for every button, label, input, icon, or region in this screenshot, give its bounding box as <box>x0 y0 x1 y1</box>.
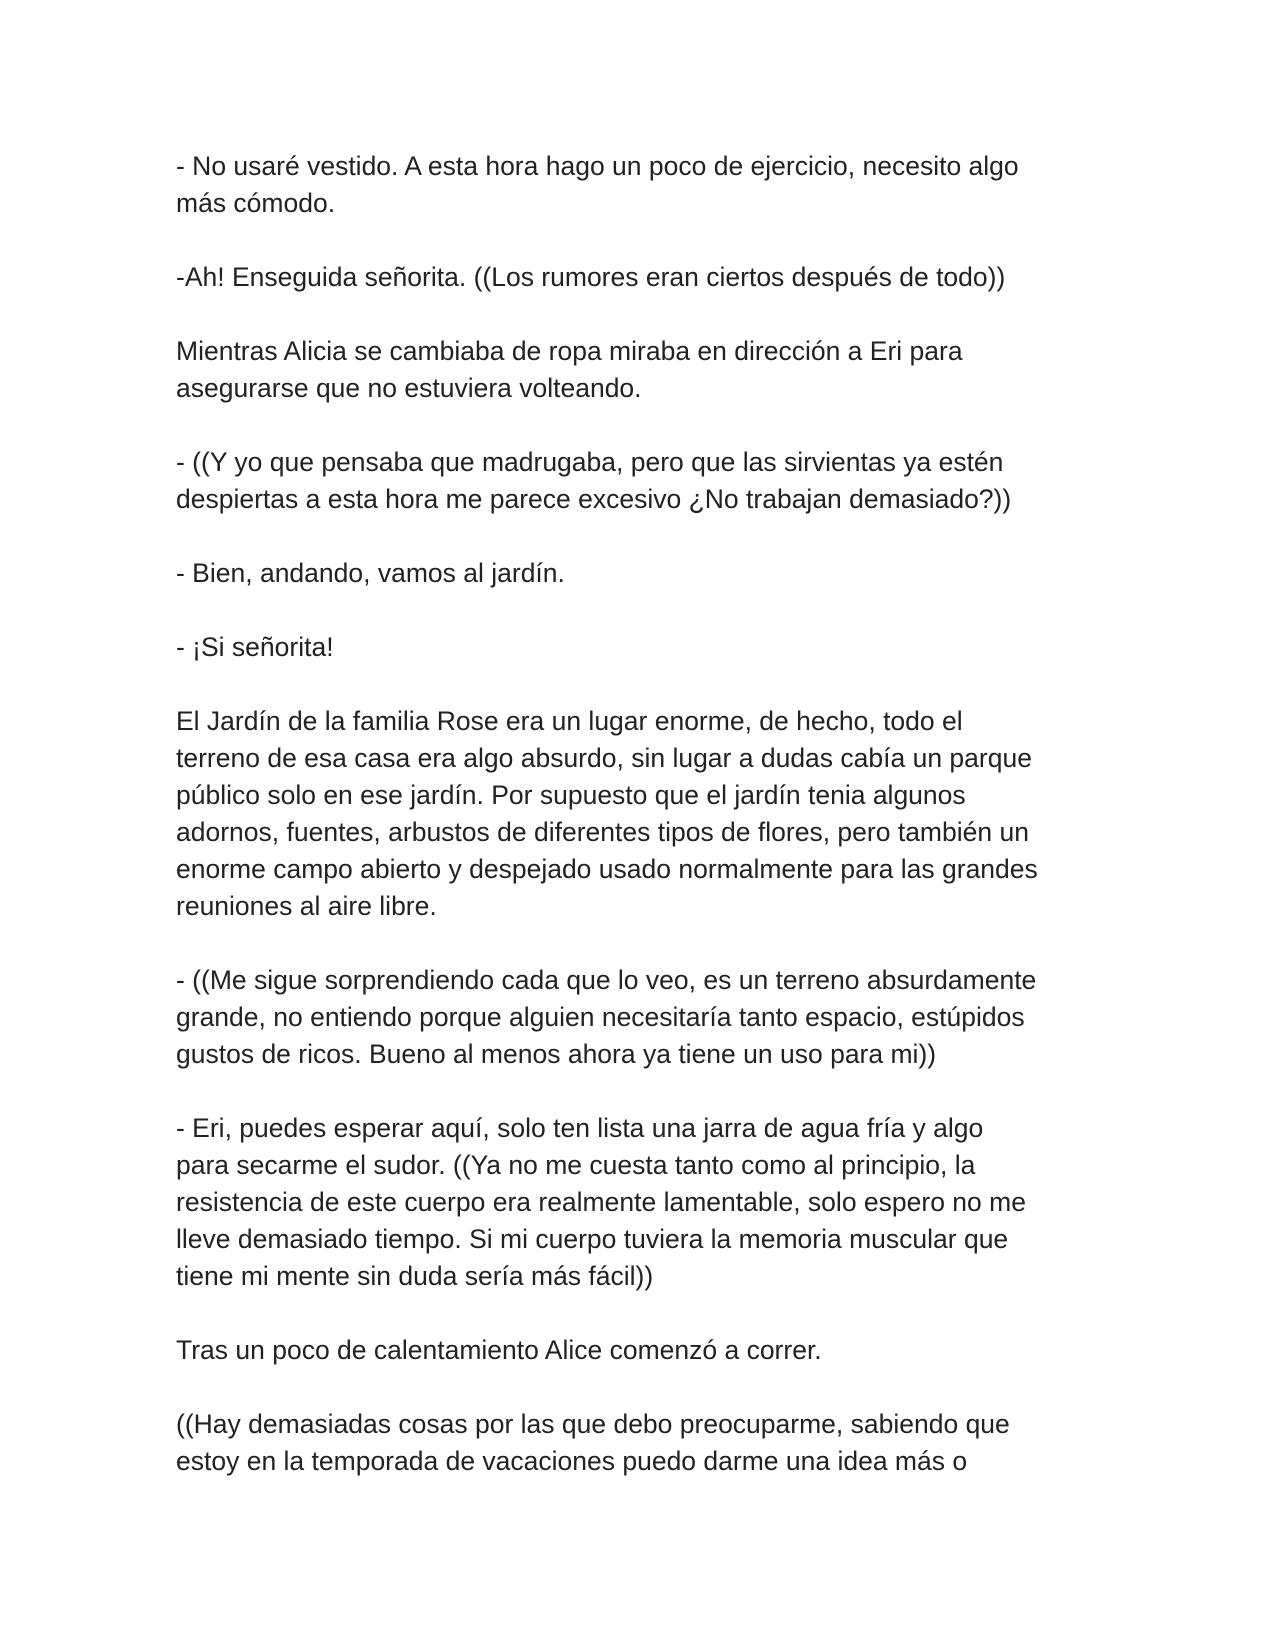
document-body <box>176 148 1106 1517</box>
paragraph <box>176 1110 1106 1295</box>
text-line: El Jardín de la familia Rose era un lugar enorme, de hecho, todo el <box>176 706 963 736</box>
paragraph <box>176 1406 1106 1480</box>
paragraph <box>176 703 1106 925</box>
text-line: tiene mi mente sin duda sería más fácil)) <box>176 1261 654 1291</box>
paragraph <box>176 962 1106 1073</box>
paragraph <box>176 333 1106 407</box>
paragraph <box>176 629 1106 666</box>
text-line: despiertas a esta hora me parece excesivo ¿No trabajan demasiado?)) <box>176 484 1012 514</box>
text-line: resistencia de este cuerpo era realmente lamentable, solo espero no me <box>176 1187 1026 1217</box>
text-line: más cómodo. <box>176 188 336 218</box>
text-line: ((Hay demasiadas cosas por las que debo preocuparme, sabiendo que <box>176 1409 1010 1439</box>
text-line: - ((Y yo que pensaba que madrugaba, pero que las sirvientas ya estén <box>176 447 1004 477</box>
text-line: - ((Me sigue sorprendiendo cada que lo veo, es un terreno absurdamente <box>176 965 1037 995</box>
text-line: - ¡Si señorita! <box>176 632 334 662</box>
text-line: - No usaré vestido. A esta hora hago un poco de ejercicio, necesito algo <box>176 151 1019 181</box>
text-line: reuniones al aire libre. <box>176 891 437 921</box>
text-line: asegurarse que no estuviera volteando. <box>176 373 642 403</box>
text-line: Mientras Alicia se cambiaba de ropa miraba en dirección a Eri para <box>176 336 963 366</box>
text-line: gustos de ricos. Bueno al menos ahora ya tiene un uso para mi)) <box>176 1039 937 1069</box>
text-line: lleve demasiado tiempo. Si mi cuerpo tuviera la memoria muscular que <box>176 1224 1009 1254</box>
text-line: adornos, fuentes, arbustos de diferentes tipos de flores, pero también un <box>176 817 1029 847</box>
paragraph <box>176 259 1106 296</box>
paragraph <box>176 1332 1106 1369</box>
text-line: terreno de esa casa era algo absurdo, sin lugar a dudas cabía un parque <box>176 743 1032 773</box>
text-line: grande, no entiendo porque alguien necesitaría tanto espacio, estúpidos <box>176 1002 1025 1032</box>
paragraph <box>176 148 1106 222</box>
paragraph <box>176 555 1106 592</box>
text-line: - Eri, puedes esperar aquí, solo ten lista una jarra de agua fría y algo <box>176 1113 984 1143</box>
text-line: público solo en ese jardín. Por supuesto que el jardín tenia algunos <box>176 780 966 810</box>
text-line: enorme campo abierto y despejado usado normalmente para las grandes <box>176 854 1038 884</box>
text-line: Tras un poco de calentamiento Alice comenzó a correr. <box>176 1335 822 1365</box>
text-line: para secarme el sudor. ((Ya no me cuesta tanto como al principio, la <box>176 1150 976 1180</box>
text-line: -Ah! Enseguida señorita. ((Los rumores eran ciertos después de todo)) <box>176 262 1006 292</box>
text-line: - Bien, andando, vamos al jardín. <box>176 558 565 588</box>
paragraph <box>176 444 1106 518</box>
text-line: estoy en la temporada de vacaciones puedo darme una idea más o <box>176 1446 968 1476</box>
